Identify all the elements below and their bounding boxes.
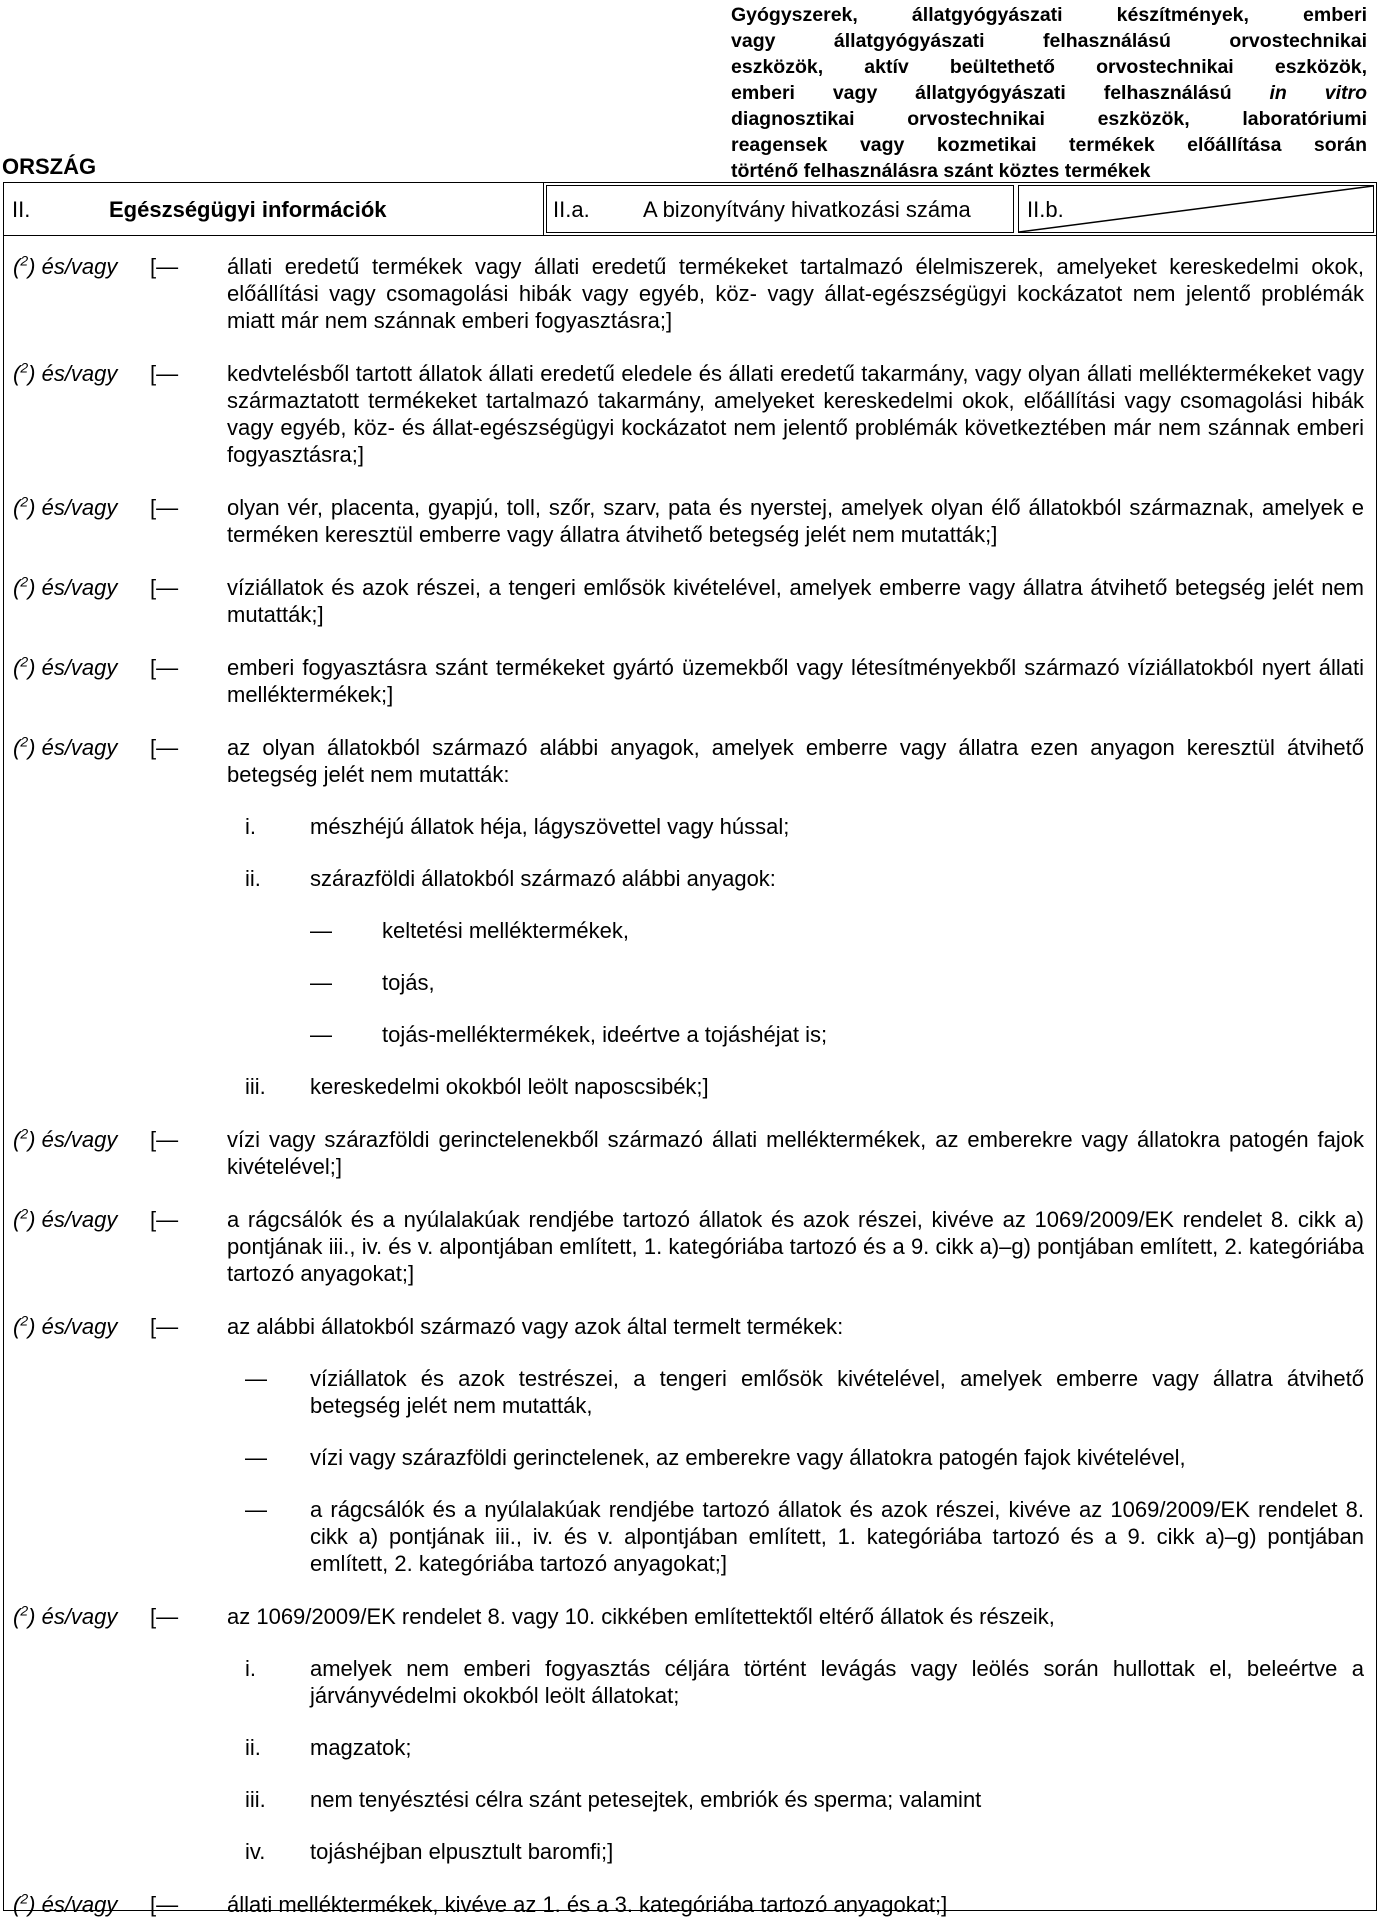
clause-row	[4, 574, 1376, 628]
clause-row	[4, 654, 1376, 708]
sub-item-marker: i.	[245, 1656, 256, 1681]
cell-certificate-reference	[546, 185, 1014, 233]
footnote-ref: ($^2$)	[13, 493, 36, 520]
clause-text: állati eredetű termékek vagy állati eredetű termékeket tartalmazó élelmiszerek, amelyeket kereskedelmi okok, előállítási vagy csomagolási hibák vagy egyéb, köz- vagy állat-egészségügyi kockázatot nem jelentő problémák miatt már nem szánnak emberi fogyasztásra;]	[227, 254, 1364, 333]
sub-item-text: vízi vagy szárazföldi gerinctelenek, az emberekre vagy állatokra patogén fajok kivételével,	[310, 1445, 1186, 1470]
sub-item-marker: iv.	[245, 1839, 266, 1864]
sub-item-marker: ii.	[245, 1735, 261, 1760]
clause-body	[227, 494, 1376, 548]
sub-item-text: nem tenyésztési célra szánt petesejtek, embriók és sperma; valamint	[310, 1787, 982, 1812]
title-line-pre: emberi vagy állatgyógyászati felhasználású	[731, 82, 1232, 104]
clause-bracket: [—	[150, 575, 179, 600]
clause-bracket: [—	[150, 495, 179, 520]
sub-item-marker: —	[245, 1366, 267, 1391]
title-line: történő felhasználásra szánt köztes termékek	[731, 160, 1151, 182]
footnote-ref: ($^2$)	[13, 1890, 36, 1917]
clause-body	[227, 1126, 1376, 1180]
clause-bracket: [—	[150, 361, 179, 386]
cell-number: II.a.	[553, 197, 590, 222]
sub-item-marker: —	[245, 1497, 267, 1522]
clause-bracket: [—	[150, 1127, 179, 1152]
clause-text: a rágcsálók és a nyúlalakúak rendjébe tartozó állatok és azok részei, kivéve az 1069/2009/EK rendelet 8. cikk a) pontjának iii., iv. és v. alpontjában említett, 1. kategóriába tartozó és a 9. cikk a)–g) pontjában említett, 2. kategóriába tartozó anyagokat;]	[227, 1207, 1364, 1286]
sub-item	[310, 917, 1364, 944]
footnote-number: 2	[20, 1125, 29, 1142]
clause-body	[227, 1603, 1376, 1865]
sub-item-text: tojáshéjban elpusztult baromfi;]	[310, 1839, 614, 1864]
clause-row	[4, 1206, 1376, 1287]
sub-item-text: kereskedelmi okokból leölt naposcsibék;]	[310, 1074, 709, 1099]
clause-body	[227, 360, 1376, 468]
footnote-ref: ($^2$)	[13, 653, 36, 680]
clause-body	[227, 1206, 1376, 1287]
clause-body	[227, 654, 1376, 708]
conjunction-label: és/vagy	[41, 495, 118, 520]
title-line: vagy állatgyógyászati felhasználású orvostechnikai	[731, 30, 1367, 52]
clause-row	[4, 1126, 1376, 1180]
sub-item-marker: —	[310, 918, 332, 943]
clause-row	[4, 1313, 1376, 1577]
clause-body	[227, 1891, 1376, 1918]
footnote-ref: ($^2$)	[13, 359, 36, 386]
cell-health-information	[4, 183, 544, 235]
sub-item	[310, 969, 1364, 996]
conjunction-label: és/vagy	[41, 1314, 118, 1339]
sub-item-text: víziállatok és azok testrészei, a tengeri emlősök kivételével, amelyek emberre vagy állatra átvihető betegség jelét nem mutatták,	[310, 1366, 1364, 1418]
consignment-description	[731, 2, 1367, 184]
footnote-number: 2	[20, 573, 29, 590]
conjunction-label: és/vagy	[41, 1892, 118, 1917]
sub-item	[245, 1444, 1364, 1471]
diagonal-strike-line	[1019, 186, 1373, 232]
clause-text: állati melléktermékek, kivéve az 1. és a 3. kategóriába tartozó anyagokat;]	[227, 1892, 948, 1917]
sub-item	[310, 1021, 1364, 1048]
sub-item	[245, 865, 1364, 892]
footnote-number: 2	[20, 359, 29, 376]
clause-text: az 1069/2009/EK rendelet 8. vagy 10. cikkében említettektől eltérő állatok és részeik,	[227, 1604, 1055, 1629]
conjunction-label: és/vagy	[41, 1604, 118, 1629]
conjunction-label: és/vagy	[41, 735, 118, 760]
sub-item	[245, 1496, 1364, 1577]
clause-bracket: [—	[150, 1604, 179, 1629]
clause-label	[4, 253, 150, 334]
sub-item-marker: —	[245, 1445, 267, 1470]
clause-row	[4, 1603, 1376, 1865]
sub-item-text: amelyek nem emberi fogyasztás céljára történt levágás vagy leölés során hullottak el, beleértve a járványvédelmi okokból leölt állatokat;	[310, 1656, 1364, 1708]
cell-number: II.b.	[1027, 197, 1064, 222]
certificate-frame	[3, 182, 1377, 1917]
clause-bracket: [—	[150, 1207, 179, 1232]
sub-item-marker: i.	[245, 814, 256, 839]
sub-item	[245, 1734, 1364, 1761]
clause-text: víziállatok és azok részei, a tengeri emlősök kivételével, amelyek emberre vagy állatra átvihető betegség jelét nem mutatták;]	[227, 575, 1364, 627]
conjunction-label: és/vagy	[41, 361, 118, 386]
conjunction-label: és/vagy	[41, 655, 118, 680]
title-line: eszközök, aktív beültethető orvostechnikai eszközök,	[731, 56, 1367, 78]
sub-item	[245, 1838, 1364, 1865]
clause-row	[4, 734, 1376, 1100]
clause-label	[4, 734, 150, 1100]
clause-body	[227, 734, 1376, 1100]
footnote-number: 2	[20, 1205, 29, 1222]
sub-item-marker: iii.	[245, 1074, 266, 1099]
footnote-number: 2	[20, 493, 29, 510]
conjunction-label: és/vagy	[41, 1127, 118, 1152]
footnote-number: 2	[20, 1312, 29, 1329]
clause-label	[4, 1126, 150, 1180]
footnote-ref: ($^2$)	[13, 252, 36, 279]
clause-bracket: [—	[150, 735, 179, 760]
footnote-ref: ($^2$)	[13, 1602, 36, 1629]
sub-item-text: mészhéjú állatok héja, lágyszövettel vagy hússal;	[310, 814, 790, 839]
clause-bracket: [—	[150, 1892, 179, 1917]
footnote-ref: ($^2$)	[13, 573, 36, 600]
clause-label	[4, 1313, 150, 1577]
clause-label	[4, 1206, 150, 1287]
clause-body	[227, 574, 1376, 628]
sub-item-text: szárazföldi állatokból származó alábbi anyagok:	[310, 866, 776, 891]
sub-item	[245, 1365, 1364, 1419]
sub-item	[245, 813, 1364, 840]
clause-text: kedvtelésből tartott állatok állati eredetű eledele és állati eredetű takarmány, vagy olyan állati melléktermékeket vagy származtatott termékeket tartalmazó takarmány, amelyeket kereskedelmi okok, előállítási vagy csomagolási hibák vagy egyéb, köz- és állat-egészségügyi kockázatot nem jelentő problémák következtében már nem szánnak emberi fogyasztásra;]	[227, 361, 1364, 467]
clause-text: az olyan állatokból származó alábbi anyagok, amelyek emberre vagy állatra ezen anyagon keresztül átvihető betegség jelét nem mutatták:	[227, 735, 1364, 787]
sub-item-text: a rágcsálók és a nyúlalakúak rendjébe tartozó állatok és azok részei, kivéve az 1069/2009/EK rendelet 8. cikk a) pontjának iii., iv. és v. alpontjában említett, 1. kategóriába tartozó és a 9. cikk a)–g) pontjában említett, 2. kategóriába tartozó anyagokat;]	[310, 1497, 1364, 1576]
title-line: Gyógyszerek, állatgyógyászati készítmények, emberi	[731, 4, 1367, 26]
clause-row	[4, 1891, 1376, 1918]
footnote-ref: ($^2$)	[13, 1125, 36, 1152]
clause-body	[227, 253, 1376, 334]
title-line: diagnosztikai orvostechnikai eszközök, laboratóriumi	[731, 108, 1367, 130]
sub-item-marker: —	[310, 970, 332, 995]
footnote-number: 2	[20, 733, 29, 750]
clause-row	[4, 360, 1376, 468]
footnote-ref: ($^2$)	[13, 1205, 36, 1232]
title-line	[731, 80, 1367, 106]
clause-row	[4, 253, 1376, 334]
clause-bracket: [—	[150, 1314, 179, 1339]
cell-label: A bizonyítvány hivatkozási száma	[643, 197, 971, 222]
table-header-row	[4, 183, 1376, 236]
clause-label	[4, 360, 150, 468]
sub-item-text: magzatok;	[310, 1735, 412, 1760]
sub-item-marker: ii.	[245, 866, 261, 891]
clause-text: olyan vér, placenta, gyapjú, toll, szőr, szarv, pata és nyerstej, amelyek olyan élő állatokból származnak, amelyek e terméken keresztül emberre vagy állatra átvihető betegség jelét nem mutatták;]	[227, 495, 1364, 547]
cell-number: II.	[12, 197, 31, 222]
sub-item	[245, 1786, 1364, 1813]
clause-text: emberi fogyasztásra szánt termékeket gyártó üzemekből vagy létesítményekből származó víziállatokból nyert állati melléktermékek;]	[227, 655, 1364, 707]
clause-label	[4, 1891, 150, 1918]
footnote-number: 2	[20, 252, 29, 269]
sub-item	[245, 1073, 1364, 1100]
cell-iib	[1018, 185, 1374, 233]
sub-item-text: keltetési melléktermékek,	[382, 918, 629, 943]
clause-body	[227, 1313, 1376, 1577]
sub-item-marker: iii.	[245, 1787, 266, 1812]
footnote-ref: ($^2$)	[13, 1312, 36, 1339]
footnote-ref: ($^2$)	[13, 733, 36, 760]
title-line-italic: in vitro	[1269, 82, 1367, 104]
sub-item-marker: —	[310, 1022, 332, 1047]
sub-item-text: tojás,	[382, 970, 435, 995]
clause-text: az alábbi állatokból származó vagy azok által termelt termékek:	[227, 1314, 844, 1339]
clause-list	[4, 236, 1376, 1918]
cell-label: Egészségügyi információk	[109, 197, 387, 222]
footnote-number: 2	[20, 653, 29, 670]
clause-bracket: [—	[150, 655, 179, 680]
conjunction-label: és/vagy	[41, 254, 118, 279]
sub-item-text: tojás-melléktermékek, ideértve a tojáshéjat is;	[382, 1022, 828, 1047]
clause-label	[4, 1603, 150, 1865]
conjunction-label: és/vagy	[41, 1207, 118, 1232]
footnote-number: 2	[20, 1602, 29, 1619]
clause-label	[4, 574, 150, 628]
clause-bracket: [—	[150, 254, 179, 279]
footnote-number: 2	[20, 1890, 29, 1907]
clause-label	[4, 494, 150, 548]
country-label: ORSZÁG	[2, 154, 97, 179]
conjunction-label: és/vagy	[41, 575, 118, 600]
title-line: reagensek vagy kozmetikai termékek előállítása során	[731, 134, 1367, 156]
sub-item	[245, 1655, 1364, 1709]
clause-text: vízi vagy szárazföldi gerinctelenekből származó állati melléktermékek, az emberekre vagy állatokra patogén fajok kivételével;]	[227, 1127, 1364, 1179]
clause-row	[4, 494, 1376, 548]
clause-label	[4, 654, 150, 708]
